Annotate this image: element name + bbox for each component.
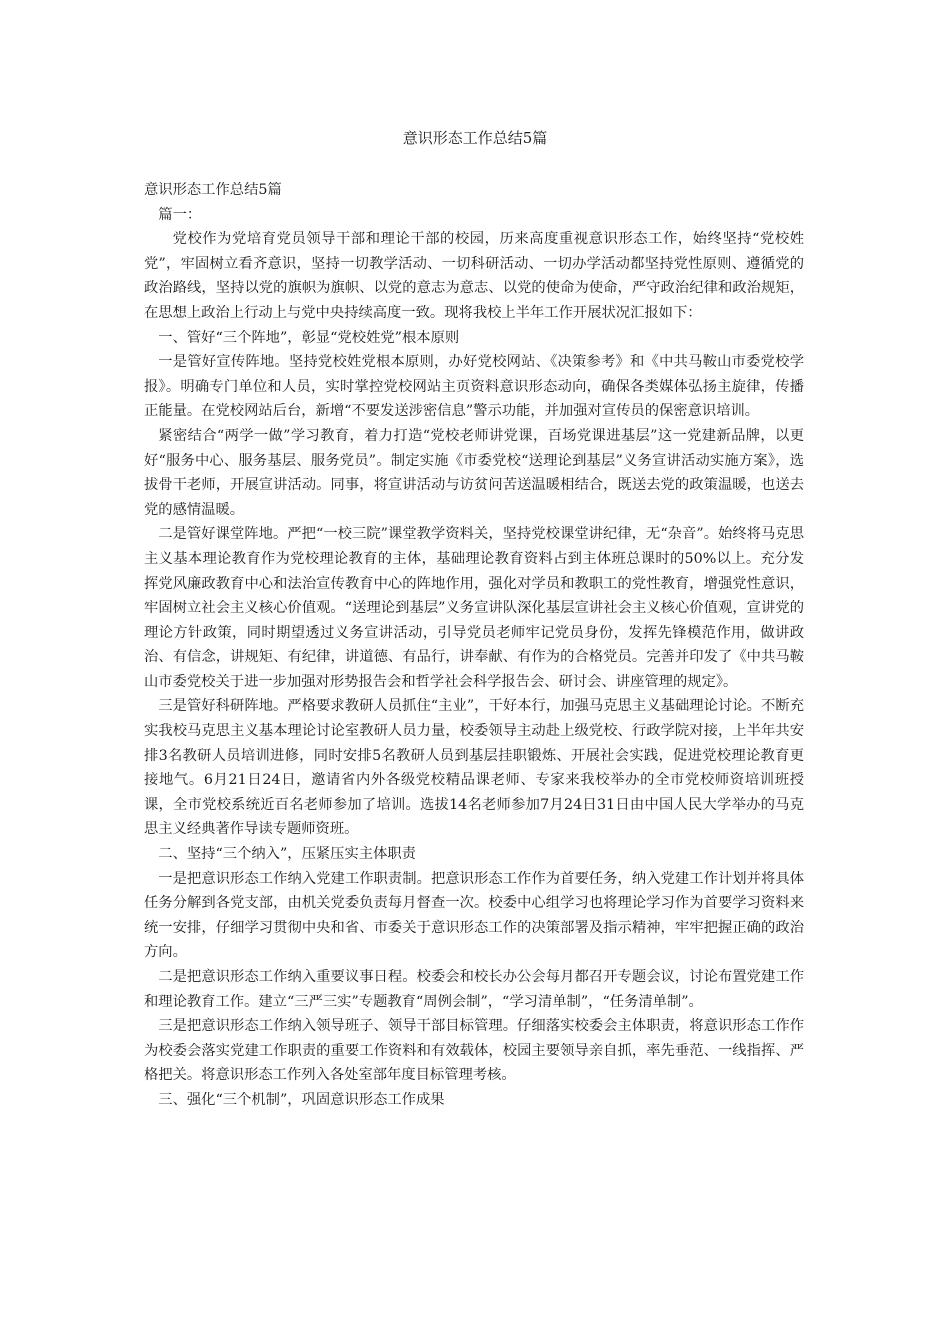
- paragraph: 一是把意识形态工作纳入党建工作职责制。把意识形态工作作为首要任务，纳入党建工作计划并将具体任务分解到各党支部，由机关党委负责每月督查一次。校委中心组学习也将理论学习作为首要学习资料来统一安排，仔细学习贯彻中央和省、市委关于意识形态工作的决策部署及指示精神，牢牢把握正确的政治方向。: [144, 870, 804, 961]
- document-subtitle: 意识形态工作总结5篇: [144, 182, 282, 198]
- paragraph: 二是把意识形态工作纳入重要议事日程。校委会和校长办公会每月都召开专题会议，讨论布置党建工作和理论教育工作。建立“三严三实”专题教育“周例会制”，“学习清单制”，“任务清单制”。: [144, 969, 804, 1010]
- section-heading-1: 一、管好“三个阵地”，彰显“党校姓党”根本原则: [158, 329, 460, 346]
- part-label: 篇一：: [158, 206, 202, 223]
- paragraph: 紧密结合“两学一做”学习教育，着力打造“党校老师讲党课，百场党课进基层”这一党建新品牌，以更好“服务中心、服务基层、服务党员”。制定实施《市委党校“送理论到基层”义务宣讲活动实施方案》，选拔骨干老师，开展宣讲活动。同事，将宣讲活动与访贫问苦送温暖相结合，既送去党的政策温暖，也送去党的感情温暖。: [144, 427, 804, 518]
- paragraph-intro: 党校作为党培育党员领导干部和理论干部的校园，历来高度重视意识形态工作，始终坚持“党校姓党”，牢固树立看齐意识，坚持一切教学活动、一切科研活动、一切办学活动都坚持党性原则、遵循党的政治路线，坚持以党的旗帜为旗帜、以党的意志为意志、以党的使命为使命，严守政治纪律和政治规矩，在思想上政治上行动上与党中央持续高度一致。现将我校上半年工作开展状况汇报如下：: [144, 231, 804, 321]
- page-title: 意识形态工作总结5篇: [402, 129, 548, 147]
- paragraph: 三是管好科研阵地。严格要求教研人员抓住“主业”，干好本行，加强马克思主义基础理论讨论。不断充实我校马克思主义基本理论讨论室教研人员力量，校委领导主动赴上级党校、行政学院对接，上半年共安排3名教研人员培训进修，同时安排5名教研人员到基层挂职锻炼、开展社会实践，促进党校理论教育更接地气。6月21日24日，邀请省内外各级党校精品课老师、专家来我校举办的全市党校师资培训班授课，全市党校系统近百名老师参加了培训。选拔14名老师参加7月24日31日由中国人民大学举办的马克思主义经典著作导读专题师资班。: [144, 698, 804, 838]
- section-heading-2: 二、坚持“三个纳入”，压紧压实主体职责: [158, 846, 416, 863]
- section-heading-3: 三、强化“三个机制”，巩固意识形态工作成果: [158, 1091, 445, 1108]
- paragraph: 三是把意识形态工作纳入领导班子、领导干部目标管理。仔细落实校委会主体职责，将意识形态工作作为校委会落实党建工作职责的重要工作资料和有效载体，校园主要领导亲自抓，率先垂范、一线指挥、严格把关。将意识形态工作列入各处室部年度目标管理考核。: [144, 1018, 804, 1084]
- document-body: [144, 178, 804, 1113]
- paragraph: 一是管好宣传阵地。坚持党校姓党根本原则，办好党校网站、《决策参考》和《中共马鞍山市委党校学报》。明确专门单位和人员，实时掌控党校网站主页资料意识形态动向，确保各类媒体弘扬主旋律，传播正能量。在党校网站后台，新增“不要发送涉密信息”警示功能，并加强对宣传员的保密意识培训。: [144, 354, 804, 420]
- paragraph: 二是管好课堂阵地。严把“一校三院”课堂教学资料关，坚持党校课堂讲纪律，无“杂音”。始终将马克思主义基本理论教育作为党校理论教育的主体，基础理论教育资料占到主体班总课时的50%以上。充分发挥党风廉政教育中心和法治宣传教育中心的阵地作用，强化对学员和教职工的党性教育，增强党性意识，牢固树立社会主义核心价值观。“送理论到基层”义务宣讲队深化基层宣讲社会主义核心价值观，宣讲党的理论方针政策，同时期望透过义务宣讲活动，引导党员老师牢记党员身份，发挥先锋模范作用，做讲政治、有信念，讲规矩、有纪律，讲道德、有品行，讲奉献、有作为的合格党员。完善并印发了《中共马鞍山市委党校关于进一步加强对形势报告会和哲学社会科学报告会、研讨会、讲座管理的规定》。: [144, 526, 804, 690]
